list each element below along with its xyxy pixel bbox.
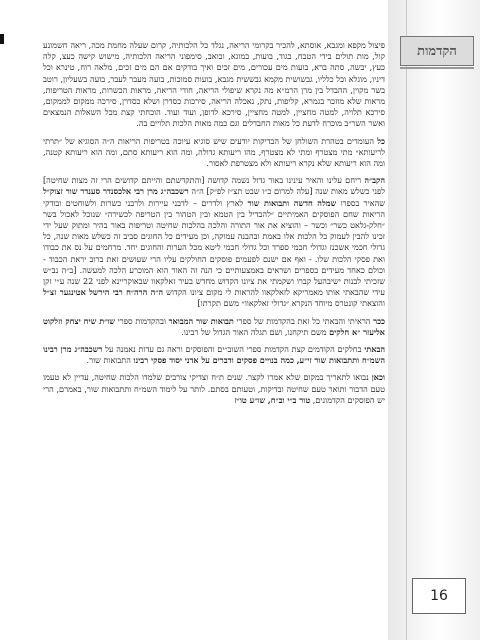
text-run: והוצאתי קונטרס מיוחד הנקרא ״גדולי זאלקאוו״ משם תקרתו] xyxy=(197,298,385,309)
page-number: 16 xyxy=(412,578,466,614)
text-run: התבואות שור. xyxy=(86,355,134,366)
paragraph xyxy=(43,40,385,130)
bold-text: שמלה חדשה ותבואות שור xyxy=(247,197,337,208)
paragraph xyxy=(43,136,385,170)
bold-text: טור ב״י וב״ח, שו״ע טו״ז xyxy=(234,394,311,405)
text-run: ובהקדמות ספרי xyxy=(115,315,169,326)
bold-text: ה״ה הרה״ח רבי הירשל אטינגער זצ״ל xyxy=(43,287,164,298)
bold-text: תבואות שור המבואר xyxy=(168,315,234,326)
text-run: נבואו לתאריך במקום שלא אמרו לקצר. שנים ת״ח וצדיקי צורבים שלמדו הלכות שחיטה, עדיין לא טעמו טעם הדבור ותואר טעם שחיטה ובדיקות, וטעותם בסתם. לותר על לימוד השמ״ח ותתבואות שור, באמרם, הרי יש הפוסקים הקדמונים, xyxy=(43,372,385,405)
crop-mark xyxy=(0,34,4,44)
text-run: הראיתי והבאתי כל זאת בהקדמות של ספרי xyxy=(233,315,374,326)
bold-text: רשכבה״ג מרן רבי אלכסנדר סענדר שור זצוק״ל xyxy=(43,186,189,197)
text-run: ריחם עלינו והאיר עינינו באור גדול נשמה קדושה [והתקדשתם והייתם קדושים הרי זה מצות שחיטה] לפני כשלש מאות שנה [עלה למרום כ״ו שבט תצ״ז לפ״ק] ה״ה xyxy=(43,175,385,197)
text-run: פיצול מקפא ומגבא, אוסתא, להכיר בקרומי הריאה, נגלד כל הלכותיה, קרום שעלה מחמת מכה, ריאה חשמונע קול, מות תולים בידי הטבח, בגוד, בועות, במוגא, ובואב, סימפוני הריאה הלכותיה, מישוש קישה כעצ, קלה כעץ, יבשה, סתה ברא, בועות מים עכורים, מים זכים ואיך בודקים אם הם מים זכים, מלאה רוח, טינרא וכל דיניו, מוגלא וכל כלליו, גבשושית מקמא גבששית מגבא, בועות סמוכות, בועה מעבר לעבר, בועה בשעליון, רוטב בשר מקוין, ההבדל בין מרן הרמ״א מה נקרא שיפולי הריאה, חודי הריאה, מראות הכשרות, מראות הטריפות, מראות שלא מוזכר בגמרא, קליפות, נתק, נאכלה הריאה, סירכות כסדרן ושלא כסדרן, סירכה ממקום לממקום, סירכא תלויה, למטה מחציין, למטה מחציין, סירכא לדופן, ועוד ועוד. הוכחתי קצת מכל השאלות הנמצאים ואשר השר״ב מוכרח לדעת כל מאות החבדלים וגם כמה מאות הלכות תלויים בה. xyxy=(43,40,385,129)
text-run: לארץ ולדרים – לדבני עיירות ולרבני כשרות ולשוחטים ובודקי הריאות שחם הפוסקים האמיתיים ״להבדיל בין הטמא ובין הטהור בין הטריפה לכשירה״ שנוכל לאכול בשר ״חלק-גלאט כשר״ וכשר – והוציא את אור התורה והלכה בהלכות שחיטה וטריפות באור בהיר ומתוק שעל ידי זכינו להבין לעמוק כל הלכות אלו באמת ובהבנה עמוקה, וכן מעידים כל החוגים סביב זה כשלש מאות שנה, כל גדולי חכמי אשכנז וגדולי חכמי ספרד וכל גדולי חכמי ליטא מכל הערות והחוגים יחד. מרחמים על נס את כבודו ואת פסקי הלכות שלו. - ואף אם ישנם לפעמים פוסקים החולקים עליו הרי שעושים זאת ברוב יראת הכבוד - וכולם כאחד מעידים בספרים ושראים באמצעותיים כי הנה זה האור הוא המוכרע הלכה למעשה. [ב״ה נב״ש שזכיתי לבנות ישיבהעל קברו ושקמתי את ציונו הקדוש מחדש בעיר זאלקאוו שבאוקריינא לפני 22 שנה ע״י זקן עידי שהבאתי אותו מאמריקא לזאלקאוו להראות לי מקום ציונו הקדוש xyxy=(43,197,385,298)
bold-text: ככר xyxy=(373,315,385,326)
paragraph xyxy=(43,344,385,366)
bold-text: וכאן xyxy=(371,372,385,383)
text-run: משם תיקחנו, ושם תגלה האור הגדול של רבינו. xyxy=(181,326,330,337)
text-run: שהאיר בספרו xyxy=(336,197,385,208)
section-label: הקדמות xyxy=(400,36,474,66)
paragraph xyxy=(43,175,385,309)
bold-text: הקב״ה xyxy=(364,175,385,186)
side-band xyxy=(388,0,480,640)
bold-text: הבאתי xyxy=(364,344,385,355)
main-text xyxy=(43,40,385,600)
text-run: בחלקים הקודמים קצת הקדמות ספרי השוב״ים והפוסקים וראה גם עדות נאמנה על xyxy=(102,344,365,355)
bold-text: רשכבה״ג מרן רבינו השמ״ח ותתבואות שור זי״ע, כמה בנויים פסקים ודברים על אדני יסוד פסקי רבינו xyxy=(43,344,385,366)
text-run: העומדים בטהרת השולחן של הבדיקות יודעים שיש סוגיא עיוכה בטריפות הריאות ה״ה הסוגיא של ״תרתי לריעותא״ מתי מצטרף ומתי לא מצטרף, מהו ריעותא גדולה, ומה הוא ריעותא סתם, ומה הוא ריעותא קטנה, ומה הוא ריעותא שלא נקרא ריעותא ולא מצטרפת לאסור. xyxy=(43,135,385,169)
bold-text: כל xyxy=(377,135,385,146)
paragraph xyxy=(43,372,385,406)
bold-text: שו״ת שיח יצחק וזלקוט אליעזר ״א חלקים xyxy=(43,315,385,337)
paragraph xyxy=(43,316,385,338)
